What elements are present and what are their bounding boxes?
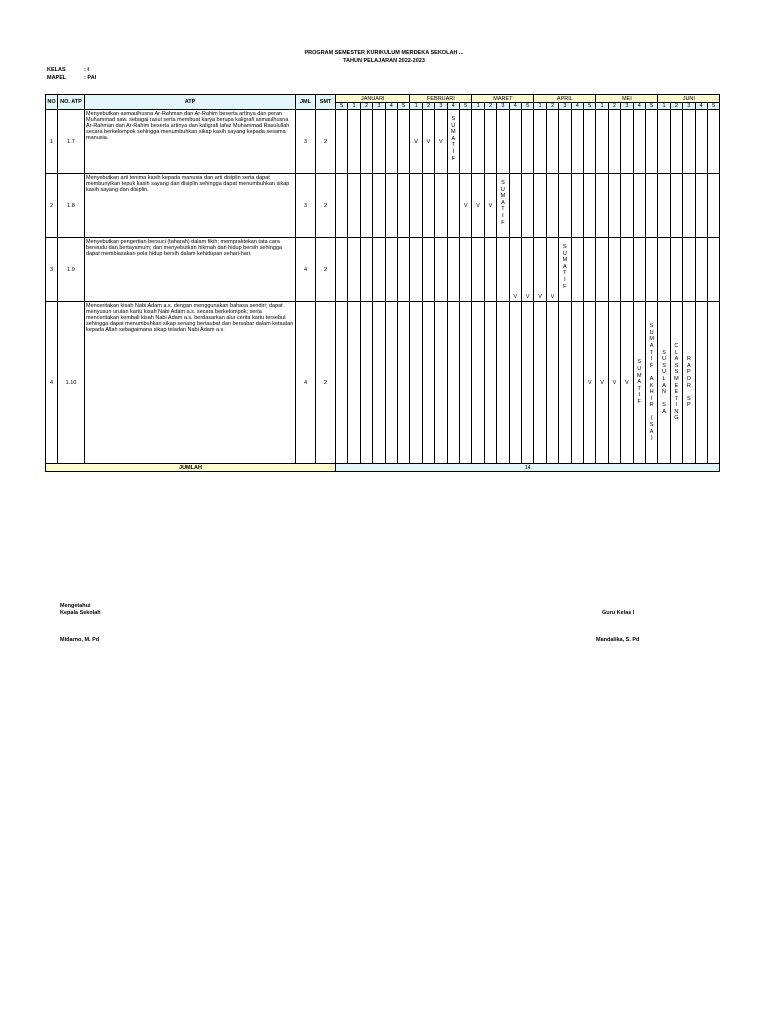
vertical-text: S U M A T I F bbox=[500, 180, 506, 226]
week-header: 5 bbox=[645, 103, 657, 110]
vertical-mark bbox=[670, 302, 682, 464]
week-header: 3 bbox=[497, 103, 509, 110]
week-cell bbox=[373, 174, 385, 238]
check-mark: V bbox=[459, 174, 471, 238]
week-cell bbox=[360, 302, 372, 464]
week-cell bbox=[683, 110, 695, 174]
week-cell bbox=[472, 238, 484, 302]
week-cell bbox=[484, 302, 496, 464]
week-cell bbox=[348, 110, 360, 174]
check-mark: V bbox=[521, 238, 533, 302]
week-cell bbox=[435, 238, 447, 302]
week-cell bbox=[583, 110, 595, 174]
week-cell bbox=[373, 110, 385, 174]
week-cell bbox=[410, 238, 422, 302]
vertical-text: S U M A T I F bbox=[636, 359, 642, 405]
week-cell bbox=[497, 238, 509, 302]
kelas-label: KELAS bbox=[47, 67, 66, 73]
week-cell bbox=[695, 110, 707, 174]
week-cell bbox=[497, 302, 509, 464]
week-cell bbox=[472, 302, 484, 464]
week-cell bbox=[484, 110, 496, 174]
week-cell bbox=[422, 238, 434, 302]
week-cell bbox=[509, 110, 521, 174]
header-no-atp: NO. ATP bbox=[58, 95, 85, 110]
week-header: 2 bbox=[422, 103, 434, 110]
week-cell bbox=[596, 110, 608, 174]
week-header: 5 bbox=[459, 103, 471, 110]
table-row bbox=[46, 174, 720, 238]
week-cell bbox=[397, 110, 409, 174]
week-header: 1 bbox=[348, 103, 360, 110]
week-cell bbox=[534, 110, 546, 174]
cell-jml: 3 bbox=[296, 110, 316, 174]
week-header: 1 bbox=[534, 103, 546, 110]
week-header: 2 bbox=[360, 103, 372, 110]
week-cell bbox=[336, 174, 348, 238]
header-smt: SMT bbox=[316, 95, 336, 110]
week-header: 4 bbox=[571, 103, 583, 110]
week-header: 3 bbox=[435, 103, 447, 110]
vertical-text: C L A S S M E E T I N G bbox=[674, 342, 679, 422]
vertical-mark bbox=[497, 174, 509, 238]
jumlah-value: 14 bbox=[336, 464, 720, 472]
week-header: 5 bbox=[583, 103, 595, 110]
vertical-mark bbox=[658, 302, 670, 464]
week-cell bbox=[422, 174, 434, 238]
table-row bbox=[46, 238, 720, 302]
week-cell bbox=[559, 174, 571, 238]
week-cell bbox=[707, 302, 719, 464]
sign-mengetahui: Mengetahui bbox=[60, 603, 91, 609]
week-cell bbox=[583, 174, 595, 238]
vertical-text: R A P O R S P bbox=[686, 356, 691, 409]
week-cell bbox=[645, 238, 657, 302]
week-cell bbox=[360, 110, 372, 174]
week-cell bbox=[608, 174, 620, 238]
month-header: APRIL bbox=[534, 95, 596, 103]
week-header: 4 bbox=[509, 103, 521, 110]
week-cell bbox=[410, 174, 422, 238]
week-cell bbox=[683, 174, 695, 238]
week-header: 2 bbox=[670, 103, 682, 110]
sign-guru-title: Guru Kelas I bbox=[602, 610, 635, 616]
week-cell bbox=[559, 302, 571, 464]
cell-no-atp: 1.9 bbox=[58, 238, 85, 302]
week-cell bbox=[410, 302, 422, 464]
week-cell bbox=[583, 238, 595, 302]
cell-jml: 3 bbox=[296, 174, 316, 238]
week-cell bbox=[447, 174, 459, 238]
cell-no-atp: 1.8 bbox=[58, 174, 85, 238]
week-cell bbox=[571, 174, 583, 238]
cell-no: 1 bbox=[46, 110, 58, 174]
week-cell bbox=[397, 302, 409, 464]
week-cell bbox=[670, 110, 682, 174]
week-header: 1 bbox=[596, 103, 608, 110]
check-mark: V bbox=[435, 110, 447, 174]
week-header: 3 bbox=[683, 103, 695, 110]
cell-no: 3 bbox=[46, 238, 58, 302]
week-cell bbox=[571, 238, 583, 302]
week-cell bbox=[683, 238, 695, 302]
week-cell bbox=[670, 174, 682, 238]
week-cell bbox=[670, 238, 682, 302]
week-cell bbox=[621, 174, 633, 238]
week-cell bbox=[695, 238, 707, 302]
week-cell bbox=[621, 238, 633, 302]
week-cell bbox=[435, 302, 447, 464]
week-header: 1 bbox=[472, 103, 484, 110]
document-title: PROGRAM SEMESTER KURIKULUM MERDEKA SEKOLAH ... bbox=[304, 50, 464, 56]
week-header: 5 bbox=[707, 103, 719, 110]
check-mark: V bbox=[422, 110, 434, 174]
check-mark: V bbox=[546, 238, 558, 302]
month-header: JUNI bbox=[658, 95, 720, 103]
week-header: 2 bbox=[546, 103, 558, 110]
week-cell bbox=[459, 238, 471, 302]
check-mark: V bbox=[583, 302, 595, 464]
cell-no: 4 bbox=[46, 302, 58, 464]
week-header: 4 bbox=[385, 103, 397, 110]
week-cell bbox=[472, 110, 484, 174]
vertical-mark bbox=[447, 110, 459, 174]
week-cell bbox=[385, 110, 397, 174]
week-cell bbox=[633, 110, 645, 174]
week-cell bbox=[348, 174, 360, 238]
sign-kepala-title: Kepala Sekolah bbox=[60, 610, 101, 616]
week-cell bbox=[435, 174, 447, 238]
week-header: 4 bbox=[695, 103, 707, 110]
week-cell bbox=[521, 110, 533, 174]
cell-smt: 2 bbox=[316, 174, 336, 238]
week-cell bbox=[645, 110, 657, 174]
week-cell bbox=[695, 174, 707, 238]
week-cell bbox=[633, 174, 645, 238]
check-mark: V bbox=[509, 238, 521, 302]
header-no: NO bbox=[46, 95, 58, 110]
week-cell bbox=[534, 174, 546, 238]
week-cell bbox=[336, 238, 348, 302]
check-mark: V bbox=[472, 174, 484, 238]
week-cell bbox=[658, 174, 670, 238]
check-mark: V bbox=[410, 110, 422, 174]
sign-guru-name: Mandalika, S. Pd bbox=[596, 637, 640, 643]
cell-jml: 4 bbox=[296, 302, 316, 464]
cell-no-atp: 1.10 bbox=[58, 302, 85, 464]
week-cell bbox=[385, 302, 397, 464]
week-header: 5 bbox=[521, 103, 533, 110]
week-cell bbox=[509, 174, 521, 238]
cell-smt: 2 bbox=[316, 302, 336, 464]
week-cell bbox=[546, 302, 558, 464]
vertical-text: S U S U L A N S A bbox=[662, 349, 667, 415]
month-header: MARET bbox=[472, 95, 534, 103]
week-cell bbox=[385, 174, 397, 238]
cell-atp: Menyebutkan pengertian bersuci (taharah) dalam fikih; mempraktekan tata cara berwudu dan bertayamum; dan menyebutkan hikmah dari hidup bersih sehingga dapat membiasakan pola hidup bersih dalam kehidupan sehari-hari. bbox=[85, 238, 296, 302]
month-header: FEBRUARI bbox=[410, 95, 472, 103]
week-cell bbox=[348, 238, 360, 302]
week-cell bbox=[336, 302, 348, 464]
kelas-value: : I bbox=[84, 67, 89, 73]
week-cell bbox=[397, 238, 409, 302]
week-cell bbox=[559, 110, 571, 174]
week-cell bbox=[658, 238, 670, 302]
week-cell bbox=[459, 110, 471, 174]
cell-smt: 2 bbox=[316, 110, 336, 174]
week-cell bbox=[546, 174, 558, 238]
cell-no-atp: 1.7 bbox=[58, 110, 85, 174]
week-header: 3 bbox=[621, 103, 633, 110]
week-header: 1 bbox=[658, 103, 670, 110]
week-cell bbox=[571, 302, 583, 464]
sign-kepala-name: Midarno, M. Pd bbox=[60, 637, 100, 643]
jumlah-label: JUMLAH bbox=[46, 464, 336, 472]
kelas-line bbox=[47, 67, 89, 73]
header-atp: ATP bbox=[85, 95, 296, 110]
table-row bbox=[46, 302, 720, 464]
check-mark: V bbox=[608, 302, 620, 464]
vertical-mark bbox=[559, 238, 571, 302]
check-mark: V bbox=[596, 302, 608, 464]
week-cell bbox=[608, 110, 620, 174]
week-header: 3 bbox=[373, 103, 385, 110]
week-cell bbox=[695, 302, 707, 464]
week-cell bbox=[373, 238, 385, 302]
week-header: 5 bbox=[336, 103, 348, 110]
check-mark: V bbox=[621, 302, 633, 464]
week-cell bbox=[621, 110, 633, 174]
week-cell bbox=[373, 302, 385, 464]
vertical-text: S U M A T I F bbox=[562, 244, 568, 290]
mapel-line bbox=[47, 75, 96, 81]
vertical-mark bbox=[683, 302, 695, 464]
week-cell bbox=[596, 238, 608, 302]
cell-atp: Menyebutkan asmaulhusna Ar-Rahman dan Ar-Rahim beserta artinya dan peran Muhammad saw. sebagai rasul serta membuat karya berupa kaligrafi asmaulhusna Ar-Rahman dan Ar-Rahim beserta artinya dan kaligrafi lafaz Muhammad Rasulullah secara berkelompok sehingga menumbuhkan sikap kasih sayang kepada sesama manusia. bbox=[85, 110, 296, 174]
week-cell bbox=[633, 238, 645, 302]
week-cell bbox=[521, 174, 533, 238]
week-cell bbox=[521, 302, 533, 464]
week-cell bbox=[397, 174, 409, 238]
cell-no: 2 bbox=[46, 174, 58, 238]
week-cell bbox=[596, 174, 608, 238]
week-header: 1 bbox=[410, 103, 422, 110]
vertical-text: S U M A T I F bbox=[450, 116, 456, 162]
week-header: 2 bbox=[484, 103, 496, 110]
week-cell bbox=[447, 302, 459, 464]
week-cell bbox=[360, 174, 372, 238]
document-subtitle: TAHUN PELAJARAN 2022-2023 bbox=[343, 58, 425, 64]
week-cell bbox=[360, 238, 372, 302]
check-mark: V bbox=[534, 238, 546, 302]
week-cell bbox=[447, 238, 459, 302]
week-cell bbox=[497, 110, 509, 174]
week-cell bbox=[707, 238, 719, 302]
cell-atp: Menyebutkan arti tenima kasih kepada manusia dan arti disiplin serta dapat membunyikan tepuk kasih sayang dan disiplin sehingga dapat menumbuhkan sikap kasih sayang dan disiplin. bbox=[85, 174, 296, 238]
week-cell bbox=[546, 110, 558, 174]
table-row bbox=[46, 110, 720, 174]
week-cell bbox=[509, 302, 521, 464]
mapel-label: MAPEL bbox=[47, 75, 67, 81]
week-header: 2 bbox=[608, 103, 620, 110]
vertical-mark bbox=[633, 302, 645, 464]
week-cell bbox=[645, 174, 657, 238]
week-header: 3 bbox=[559, 103, 571, 110]
vertical-mark bbox=[645, 302, 657, 464]
week-cell bbox=[707, 174, 719, 238]
cell-jml: 4 bbox=[296, 238, 316, 302]
check-mark: V bbox=[484, 174, 496, 238]
week-cell bbox=[707, 110, 719, 174]
month-header: JANUARI bbox=[336, 95, 410, 103]
week-header: 4 bbox=[633, 103, 645, 110]
week-cell bbox=[534, 302, 546, 464]
header-jml: JML bbox=[296, 95, 316, 110]
week-cell bbox=[484, 238, 496, 302]
week-header: 5 bbox=[397, 103, 409, 110]
week-cell bbox=[459, 302, 471, 464]
week-cell bbox=[608, 238, 620, 302]
week-header: 4 bbox=[447, 103, 459, 110]
cell-atp: Menceritakan kisah Nabi Adam a.s. dengan menggunakan bahasa sendiri; dapat menyusun urutan kartu kisah Nabi Adam a.s. secara berkelompok; serta menceritakan kembali kisah Nabi Adam a.s. berdasarkan alur cerita kartu tersebut sehingga dapat menumbuhkan sikap senang bertaubat dan bersabar dalam ketaatan kepada Allah sebagaimana sikap teladan Nabi Adam a.s. bbox=[85, 302, 296, 464]
week-cell bbox=[385, 238, 397, 302]
cell-smt: 2 bbox=[316, 238, 336, 302]
week-cell bbox=[336, 110, 348, 174]
month-header: MEI bbox=[596, 95, 658, 103]
week-cell bbox=[348, 302, 360, 464]
week-cell bbox=[422, 302, 434, 464]
semester-plan-table bbox=[45, 94, 720, 472]
mapel-value: : PAI bbox=[84, 75, 97, 81]
week-cell bbox=[658, 110, 670, 174]
vertical-text: S U M A T I F A K H I R ( S A ) bbox=[649, 323, 654, 442]
week-cell bbox=[571, 110, 583, 174]
